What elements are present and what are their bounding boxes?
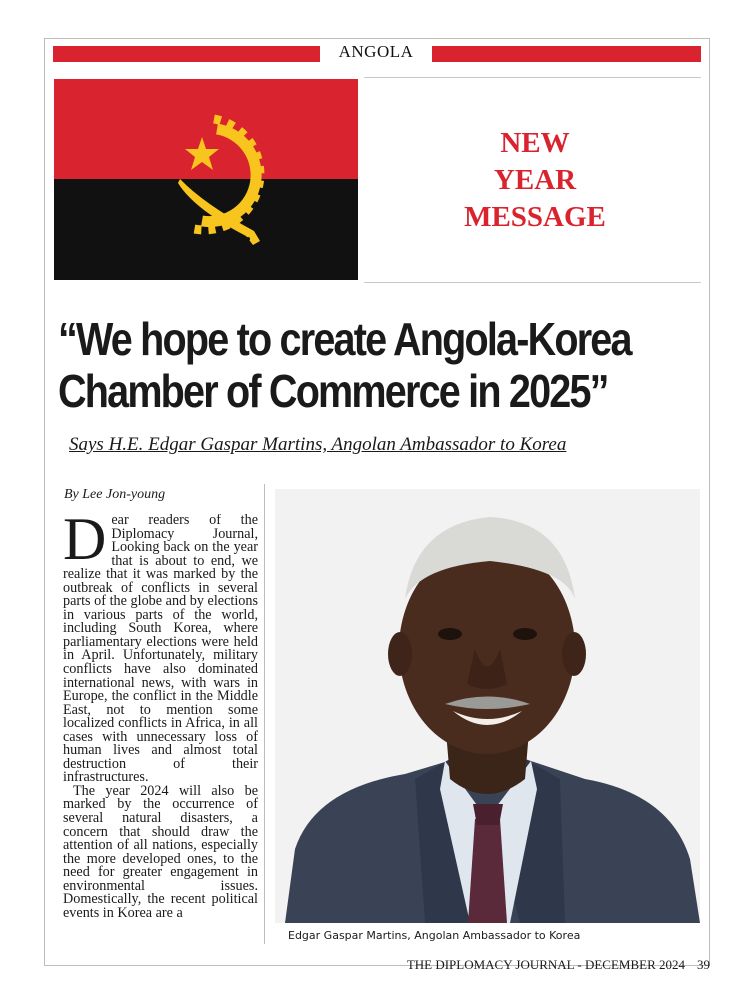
page-number: 39: [697, 957, 710, 972]
portrait-photo: [275, 489, 700, 923]
message-line: YEAR: [493, 164, 577, 196]
section-bar-left: [53, 46, 320, 62]
message-line: MESSAGE: [464, 201, 606, 233]
message-line: NEW: [500, 127, 570, 159]
headline-line: Chamber of Commerce in 2025”: [58, 365, 608, 417]
divider-top: [364, 77, 701, 78]
page-footer: [407, 957, 710, 973]
paragraph-2: The year 2024 will also be marked by the occurrence of several natural disasters, a concern that should draw the attention of all nations, especially the more developed ones, to the need for greater engagement in environmental issues. Domestically, the recent political events in Korea are a: [63, 782, 258, 921]
byline: By Lee Jon-young: [64, 487, 166, 502]
section-label: ANGOLA: [338, 42, 414, 61]
headline-line: “We hope to create Angola-Korea: [58, 313, 631, 365]
section-bar-right: [432, 46, 701, 62]
publication-name: THE DIPLOMACY JOURNAL - DECEMBER 2024: [406, 957, 685, 972]
drop-cap: D: [63, 514, 107, 572]
divider-bottom: [364, 282, 701, 283]
article-body: [63, 514, 258, 944]
paragraph-1: [63, 514, 258, 785]
paragraph-1-text: ear readers of the Diplomacy Journal, Looking back on the year that is about to end, we realize that it was marked by the outbreak of conflicts in several parts of the globe and by elections in various parts of the world, including South Korea, where parliamentary elections were held in April. Unfortunately, military conflicts have also dominated international news, with wars in Europe, the conflict in the Middle East, not to mention some localized conflicts in Africa, in all cases with unnecessary loss of human lives and almost total destruction of their infrastructures.: [63, 514, 258, 786]
column-divider: [264, 484, 265, 944]
new-year-message-heading: [420, 125, 650, 236]
photo-caption: Edgar Gaspar Martins, Angolan Ambassador to Korea: [288, 929, 581, 942]
angola-flag-icon: [54, 79, 358, 280]
article-headline: [58, 313, 631, 417]
article-subhead: Says H.E. Edgar Gaspar Martins, Angolan Ambassador to Korea: [69, 434, 567, 455]
